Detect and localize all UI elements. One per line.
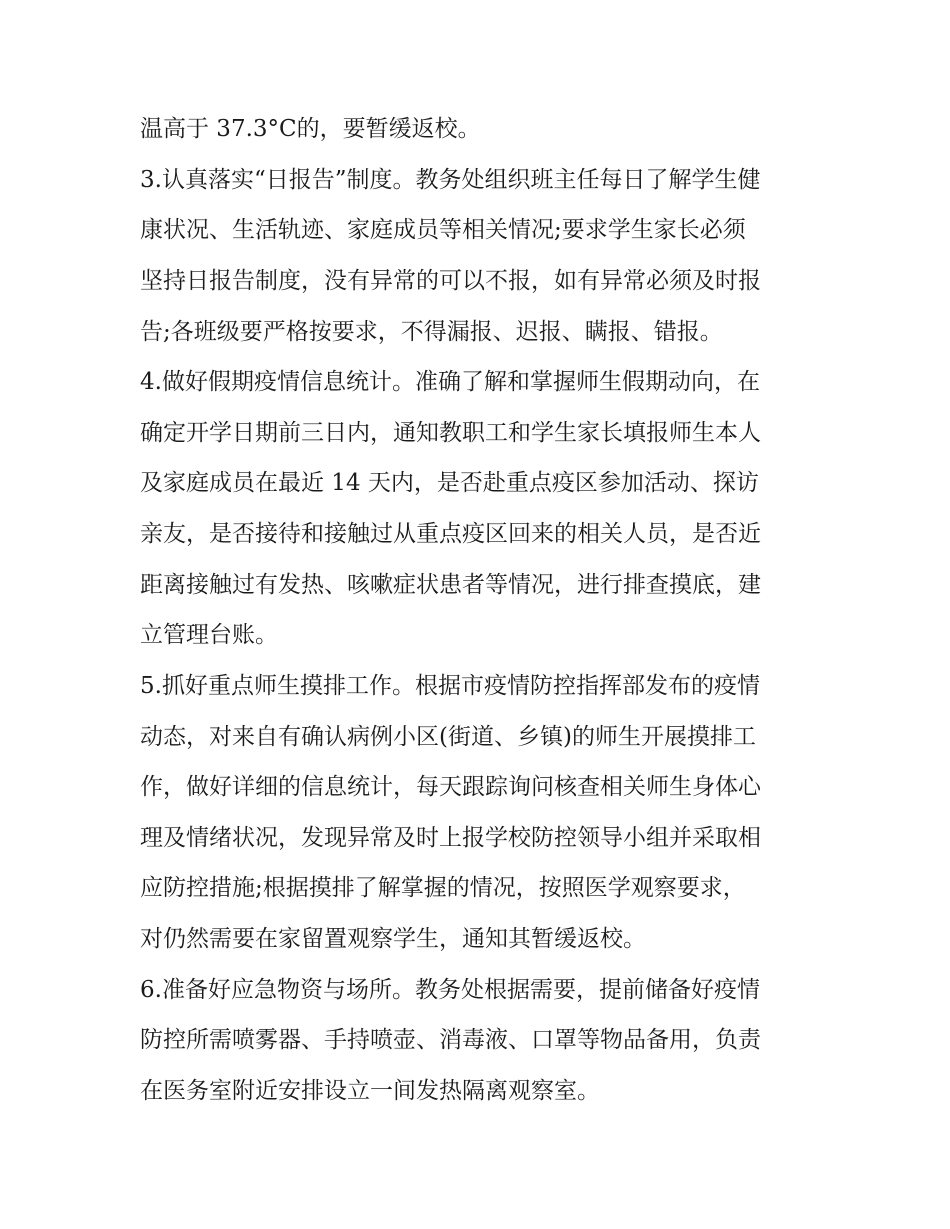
text-line: 4.做好假期疫情信息统计。准确了解和掌握师生假期动向，在 — [140, 369, 760, 395]
text-line: 康状况、生活轨迹、家庭成员等相关情况;要求学生家长必须 — [140, 217, 746, 243]
text-line: 理及情绪状况，发现异常及时上报学校防控领导小组并采取相 — [140, 825, 761, 851]
text-line: 6.准备好应急物资与场所。教务处根据需要，提前储备好疫情 — [140, 977, 760, 1003]
text-line: 动态，对来自有确认病例小区(街道、乡镇)的师生开展摸排工 — [140, 724, 756, 750]
text-line: 立管理台账。 — [140, 622, 278, 648]
text-line: 应防控措施;根据摸排了解掌握的情况，按照医学观察要求， — [140, 875, 746, 901]
text-line: 温高于 37.3°C的，要暂缓返校。 — [140, 116, 481, 142]
text-line: 及家庭成员在最近 14 天内，是否赴重点疫区参加活动、探访 — [140, 470, 759, 496]
text-line: 5.抓好重点师生摸排工作。根据市疫情防控指挥部发布的疫情 — [140, 673, 760, 699]
text-line: 对仍然需要在家留置观察学生，通知其暂缓返校。 — [140, 926, 646, 952]
text-line: 在医务室附近安排设立一间发热隔离观察室。 — [140, 1078, 600, 1104]
text-line: 确定开学日期前三日内，通知教职工和学生家长填报师生本人 — [140, 420, 761, 446]
text-line: 防控所需喷雾器、手持喷壶、消毒液、口罩等物品备用，负责 — [140, 1027, 761, 1053]
text-line: 距离接触过有发热、咳嗽症状患者等情况，进行排查摸底，建 — [140, 572, 761, 598]
text-line: 告;各班级要严格按要求，不得漏报、迟报、瞒报、错报。 — [140, 319, 723, 345]
text-line: 坚持日报告制度，没有异常的可以不报，如有异常必须及时报 — [140, 268, 761, 294]
text-line: 亲友，是否接待和接触过从重点疫区回来的相关人员，是否近 — [140, 521, 761, 547]
text-line: 作，做好详细的信息统计，每天跟踪询问核查相关师生身体心 — [140, 774, 761, 800]
text-line: 3.认真落实“日报告”制度。教务处组织班主任每日了解学生健 — [140, 167, 761, 193]
